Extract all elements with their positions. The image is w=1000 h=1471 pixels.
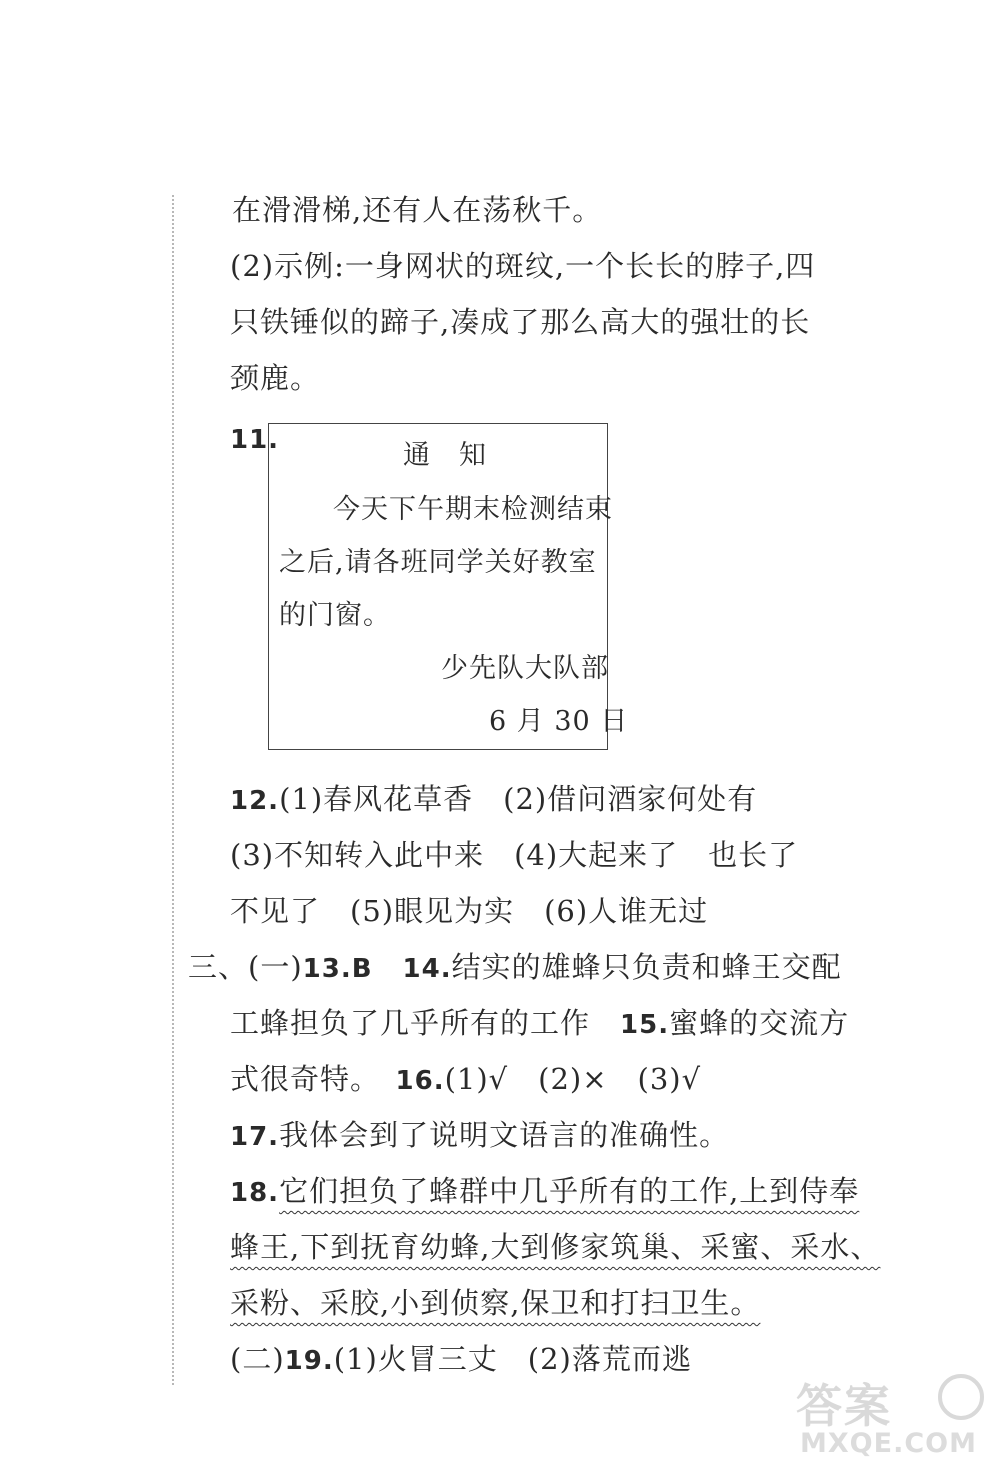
notice-signer: 少先队大队部 xyxy=(441,653,609,684)
question-number: 14. xyxy=(402,954,452,984)
notice-body: 之后,请各班同学关好教室 xyxy=(279,547,597,578)
underlined-answer: 蜂王,下到抚育幼蜂,大到修家筑巢、采蜜、采水、 xyxy=(230,1230,881,1264)
answer-text: 蜜蜂的交流方 xyxy=(669,1006,850,1040)
answer-text: 结实的雄蜂只负责和蜂王交配 xyxy=(451,950,842,984)
seal-icon xyxy=(938,1374,984,1420)
margin-dotted-line xyxy=(172,195,174,1385)
watermark-logo xyxy=(790,1370,990,1470)
answer-line xyxy=(230,1115,729,1157)
answer-line: 颈鹿。 xyxy=(230,361,321,395)
answer-line: 在滑滑梯,还有人在荡秋千。 xyxy=(232,193,603,227)
answer-text: (1)火冒三丈 (2)落荒而逃 xyxy=(333,1342,692,1376)
answer-line: (3)不知转入此中来 (4)大起来了 也长了 xyxy=(230,838,799,872)
answer-line xyxy=(188,947,842,989)
answer-text: B xyxy=(351,954,373,984)
answer-line xyxy=(230,1339,692,1381)
answer-line xyxy=(230,779,757,821)
underlined-answer: 它们担负了蜂群中几乎所有的工作,上到侍奉 xyxy=(279,1174,860,1208)
watermark-text: 答案 xyxy=(796,1379,892,1433)
notice-body: 今天下午期末检测结束 xyxy=(333,494,613,525)
notice-box xyxy=(268,423,629,750)
watermark-url: MXQE.COM xyxy=(800,1428,977,1459)
answer-text: (1)春风花草香 (2)借问酒家何处有 xyxy=(279,782,758,816)
question-number: 15. xyxy=(620,1010,670,1040)
answer-line xyxy=(230,1059,701,1101)
question-number: 16. xyxy=(395,1066,445,1096)
question-number: 13. xyxy=(302,954,352,984)
notice-title: 通 知 xyxy=(403,440,487,471)
answer-text: (1)√ (2)× (3)√ xyxy=(444,1062,702,1096)
answer-line xyxy=(230,1171,859,1213)
notice-date: 6 月 30 日 xyxy=(489,706,629,737)
notice-body: 的门窗。 xyxy=(279,600,391,631)
answer-line xyxy=(230,1283,760,1323)
question-number: 18. xyxy=(230,1178,280,1208)
answer-line xyxy=(230,1227,880,1267)
answer-line: (2)示例:一身网状的斑纹,一个长长的脖子,四 xyxy=(230,249,816,283)
answer-line xyxy=(230,1003,849,1045)
answer-text: 我体会到了说明文语言的准确性。 xyxy=(279,1118,730,1152)
question-number: 17. xyxy=(230,1122,280,1152)
question-number: 19. xyxy=(284,1346,334,1376)
underlined-answer: 采粉、采胶,小到侦察,保卫和打扫卫生。 xyxy=(230,1286,761,1320)
question-number: 11. xyxy=(230,425,280,455)
answer-line: 不见了 (5)眼见为实 (6)人谁无过 xyxy=(230,894,709,928)
section-prefix: 三、(一) xyxy=(188,950,303,984)
question-number: 12. xyxy=(230,786,280,816)
answer-text: 式很奇特。 xyxy=(230,1062,366,1096)
section-prefix: (二) xyxy=(230,1342,285,1376)
answer-line: 只铁锤似的蹄子,凑成了那么高大的强壮的长 xyxy=(230,305,811,339)
answer-text: 工蜂担负了几乎所有的工作 xyxy=(230,1006,591,1040)
